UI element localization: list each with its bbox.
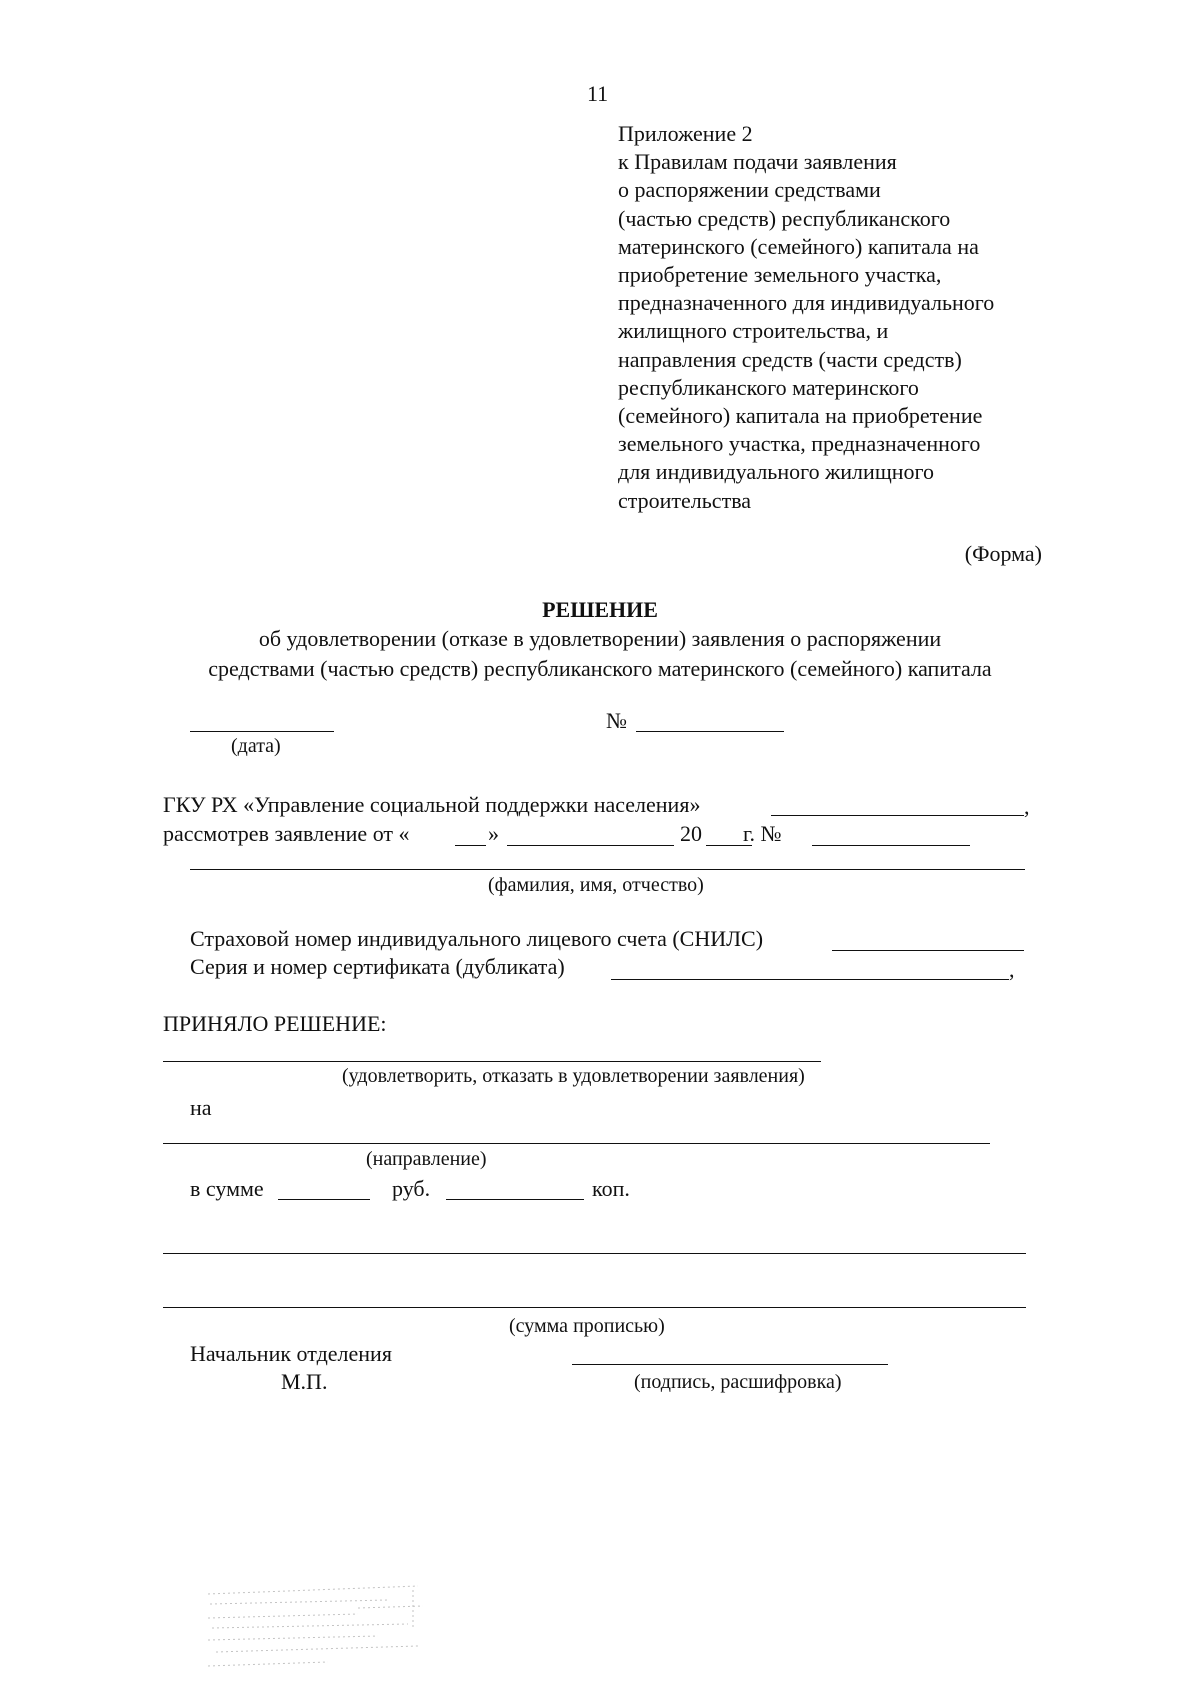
on-label: на (190, 1095, 212, 1120)
faint-stamp-mark (208, 1580, 428, 1675)
application-month-field[interactable] (507, 845, 674, 846)
document-title: РЕШЕНИЕ (542, 597, 658, 622)
year-prefix: 20 (680, 821, 702, 846)
subtitle-line: средствами (частью средств) республиканского материнского (семейного) капитала (208, 656, 992, 681)
kop-label: коп. (592, 1176, 630, 1201)
decision-field-line[interactable] (163, 1061, 821, 1062)
sum-prefix: в сумме (190, 1176, 264, 1201)
appendix-line: (частью средств) республиканского (618, 205, 951, 231)
organization-comma: , (1024, 794, 1030, 819)
document-subtitle (140, 624, 1060, 684)
appendix-line: (семейного) капитала на приобретение (618, 403, 983, 429)
rub-field-line[interactable] (278, 1199, 370, 1200)
appendix-line: земельного участка, предназначенного (618, 431, 981, 457)
considered-prefix: рассмотрев заявление от « (163, 821, 410, 846)
appendix-line: материнского (семейного) капитала на (618, 233, 979, 259)
appendix-header (618, 120, 1088, 515)
date-field-line[interactable] (190, 731, 334, 732)
number-sign: № (606, 708, 627, 733)
decision-caption: (удовлетворить, отказать в удовлетворении заявления) (342, 1065, 805, 1087)
year-suffix-number: г. № (743, 821, 782, 846)
organization-field-line[interactable] (771, 815, 1024, 816)
direction-caption: (направление) (366, 1148, 487, 1170)
certificate-field-line[interactable] (611, 979, 1009, 980)
sum-words-line-1[interactable] (163, 1253, 1026, 1254)
head-label: Начальник отделения (190, 1341, 392, 1366)
sum-words-line-2[interactable] (163, 1307, 1026, 1308)
subtitle-line: об удовлетворении (отказе в удовлетворении) заявления о распоряжении (258, 626, 942, 651)
number-field-line[interactable] (636, 731, 784, 732)
kop-field-line[interactable] (446, 1199, 584, 1200)
snils-field-line[interactable] (832, 950, 1024, 951)
application-number-field[interactable] (812, 845, 970, 846)
appendix-line: предназначенного для индивидуального (618, 290, 995, 316)
signature-field-line[interactable] (572, 1364, 888, 1365)
appendix-line: жилищного строительства, и (618, 318, 889, 344)
considered-close-quote: » (488, 821, 499, 846)
rub-label: руб. (392, 1176, 431, 1201)
appendix-line: направления средств (части средств) (618, 346, 962, 372)
page-number: 11 (587, 81, 609, 106)
direction-field-line[interactable] (163, 1143, 990, 1144)
appendix-line: приобретение земельного участка, (618, 262, 942, 288)
appendix-line: для индивидуального жилищного (618, 459, 935, 485)
seal-label: М.П. (281, 1369, 328, 1394)
snils-label: Страховой номер индивидуального лицевого счета (СНИЛС) (190, 926, 764, 951)
appendix-line: о распоряжении средствами (618, 177, 881, 203)
form-label: (Форма) (964, 541, 1042, 566)
appendix-line: республиканского материнского (618, 374, 919, 400)
sum-words-caption: (сумма прописью) (509, 1315, 665, 1337)
signature-caption: (подпись, расшифровка) (634, 1371, 842, 1393)
fio-field-line[interactable] (190, 869, 1025, 870)
certificate-comma: , (1009, 957, 1015, 982)
appendix-line: Приложение 2 (618, 121, 753, 146)
decision-heading: ПРИНЯЛО РЕШЕНИЕ: (163, 1011, 387, 1036)
fio-caption: (фамилия, имя, отчество) (488, 874, 704, 896)
date-caption: (дата) (231, 735, 281, 757)
appendix-line: строительства (618, 487, 752, 513)
appendix-line: к Правилам подачи заявления (618, 149, 897, 175)
application-day-field[interactable] (455, 845, 486, 846)
certificate-label: Серия и номер сертификата (дубликата) (190, 954, 565, 979)
organization-label: ГКУ РХ «Управление социальной поддержки населения» (163, 792, 701, 817)
